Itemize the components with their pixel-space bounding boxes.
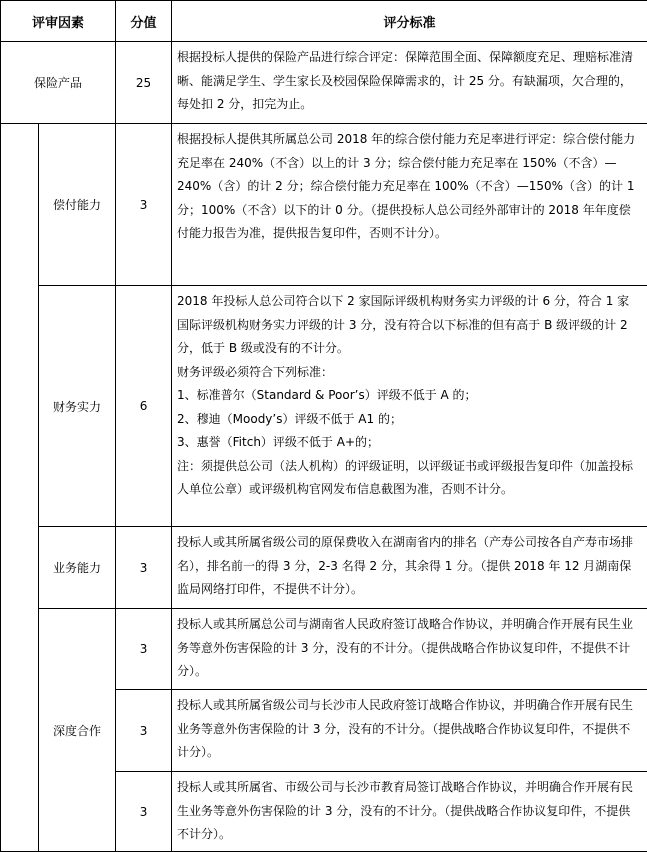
criteria-paragraph: 2、穆迪（Moody’s）评级不低于 A1 的； (177, 408, 641, 432)
score-cell: 25 (116, 42, 172, 124)
score-cell: 3 (116, 124, 172, 286)
criteria-cell: 根据投标人提供其所属总公司 2018 年的综合偿付能力充足率进行评定：综合偿付能力充足率在 240%（不含）以上的计 3 分；综合偿付能力充足率在 150%（不含）—240%（含）的计 2 分；综合偿付能力充足率在 100%（不含）—150%（含）的计 1 分；100%（不含）以下的计 0 分。（提供投标人总公司经外部审计的 2018 年年度偿付能力报告为准，提供报告复印件，否则不计分）。 (172, 124, 647, 286)
score-cell: 3 (116, 772, 172, 852)
criteria-cell: 投标人或其所属省级公司的原保费收入在湖南省内的排名（产寿公司按各自产寿市场排名），排名前一的得 3 分，2-3 名得 2 分，其余得 1 分。（提供 2018 年 12 月湖南保监局网络打印件，不提供不计分）。 (172, 527, 647, 609)
criteria-paragraph: 2018 年投标人总公司符合以下 2 家国际评级机构财务实力评级的计 6 分，符合 1 家国际评级机构财务实力评级的计 3 分，没有符合以下标准的但有高于 B 级评级的计 2 分，低于 B 级或没有的不计分。 (177, 290, 641, 361)
criteria-paragraph: 注：须提供总公司（法人机构）的评级证明，以评级证书或评级报告复印件（加盖投标人单位公章）或评级机构官网发布信息截图为准，否则不计分。 (177, 455, 641, 502)
criteria-cell: 投标人或其所属省、市级公司与长沙市教育局签订战略合作协议，并明确合作开展有民生业务等意外伤害保险的计 3 分，没有的不计分。（提供战略合作协议复印件，不提供不计分）。 (172, 772, 647, 852)
header-criteria: 评分标准 (172, 1, 647, 42)
score-cell: 6 (116, 286, 172, 527)
criteria-cell (172, 286, 647, 527)
header-row (1, 1, 647, 42)
table-row (1, 286, 647, 527)
table-row (1, 42, 647, 124)
header-score: 分值 (116, 1, 172, 42)
table-row (1, 609, 647, 690)
criteria-cell: 根据投标人提供的保险产品进行综合评定：保障范围全面、保障额度充足、理赔标准清晰、能满足学生、学生家长及校园保险保障需求的，计 25 分。有缺漏项，欠合理的，每处扣 2 分，扣完为止。 (172, 42, 647, 124)
criteria-cell: 投标人或其所属省级公司与长沙市人民政府签订战略合作协议，并明确合作开展有民生业务等意外伤害保险的计 3 分，没有的不计分。（提供战略合作协议复印件，不提供不计分）。 (172, 690, 647, 772)
factor-cell: 保险产品 (1, 42, 116, 124)
criteria-cell: 投标人或其所属总公司与湖南省人民政府签订战略合作协议，并明确合作开展有民生业务等意外伤害保险的计 3 分，没有的不计分。（提供战略合作协议复印件，不提供不计分）。 (172, 609, 647, 690)
criteria-paragraph: 3、惠誉（Fitch）评级不低于 A+的； (177, 431, 641, 455)
criteria-paragraph: 1、标准普尔（Standard & Poor’s）评级不低于 A 的； (177, 384, 641, 408)
factor-cell: 财务实力 (39, 286, 116, 527)
score-cell: 3 (116, 527, 172, 609)
score-cell: 3 (116, 690, 172, 772)
group-indent-cell (1, 124, 39, 852)
table-row (1, 527, 647, 609)
criteria-paragraph: 财务评级必须符合下列标准： (177, 361, 641, 385)
factor-cell: 业务能力 (39, 527, 116, 609)
header-factor: 评审因素 (1, 1, 116, 42)
score-cell: 3 (116, 609, 172, 690)
factor-cell: 偿付能力 (39, 124, 116, 286)
table-row (1, 124, 647, 286)
factor-cell: 深度合作 (39, 609, 116, 852)
